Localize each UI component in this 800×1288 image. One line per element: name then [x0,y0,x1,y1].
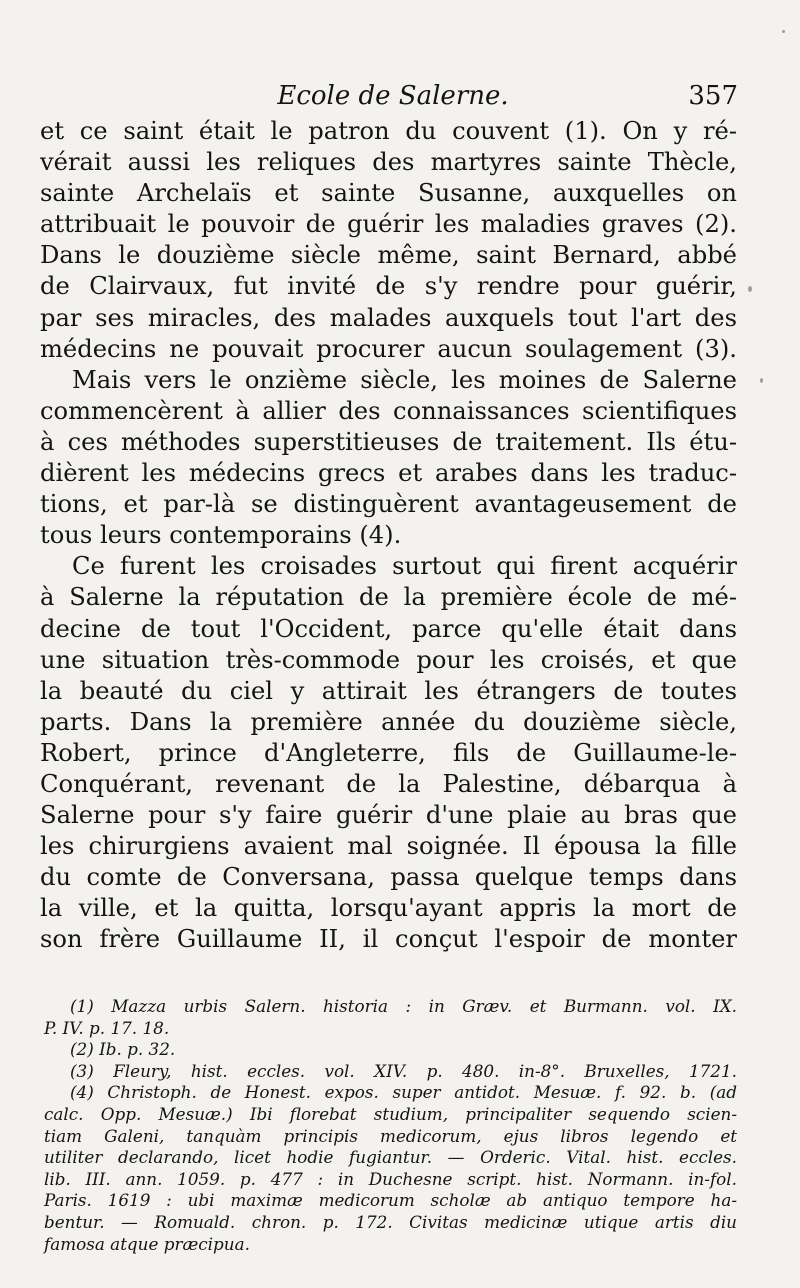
body-line: decine de tout l'Occident, parce qu'elle était dans [40,614,737,643]
body-line: Robert, prince d'Angleterre, fils de Guillaume-le- [40,738,737,767]
body-line: attribuait le pouvoir de guérir les maladies graves (2). [40,210,737,239]
body-line: Salerne pour s'y faire guérir d'une plaie au bras que [40,801,737,830]
body-line: tous leurs contemporains (4). [40,521,402,550]
footnotes [44,996,737,1255]
footnote-line: utiliter declarando, licet hodie fugiantur. — Orderic. Vital. hist. eccles. [44,1147,737,1168]
body-line: Conquérant, revenant de la Palestine, débarqua à [40,769,737,798]
footnote-line: P. IV. p. 17. 18. [44,1017,170,1038]
footnote-line: (1) Mazza urbis Salern. historia : in Græv. et Burmann. vol. IX. [70,996,737,1016]
body-line: sainte Archelaïs et sainte Susanne, auxquelles on [40,179,737,208]
body-line: Dans le douzième siècle même, saint Bernard, abbé [40,241,737,270]
body-line: Mais vers le onzième siècle, les moines de Salerne [72,365,737,394]
running-header [48,76,738,116]
body-line: dièrent les médecins grecs et arabes dans les traduc- [40,459,737,488]
footnote-line: famosa atque præcipua. [44,1233,250,1254]
footnote-line: Paris. 1619 : ubi maximæ medicorum scholæ ab antiquo tempore ha- [44,1190,737,1211]
body-line: son frère Guillaume II, il conçut l'espoir de monter [40,925,737,954]
footnote-line: (3) Fleury, hist. eccles. vol. XIV. p. 480. in-8°. Bruxelles, 1721. [70,1060,737,1081]
body-line: Ce furent les croisades surtout qui firent acquérir [72,552,737,581]
page-number: 357 [688,81,738,111]
body-line: et ce saint était le patron du couvent (1). On y ré- [40,117,737,145]
margin-speck [748,286,752,292]
body-line: par ses miracles, des malades auxquels tout l'art des [40,303,737,332]
footnote-line: lib. III. ann. 1059. p. 477 : in Duchesne script. hist. Normann. in-fol. [44,1168,737,1189]
body-line: commencèrent à allier des connaissances scientifiques [40,396,737,425]
body-text [40,116,737,956]
body-line: une situation très-commode pour les croisés, et que [40,645,737,674]
running-title: Ecole de Salerne. [277,81,509,111]
body-line: tions, et par-là se distinguèrent avantageusement de [40,490,737,519]
body-line: la ville, et la quitta, lorsqu'ayant appris la mort de [40,894,737,923]
body-line: la beauté du ciel y attirait les étrangers de toutes [40,676,737,705]
body-line: du comte de Conversana, passa quelque temps dans [40,863,737,892]
footnote-line: calc. Opp. Mesuæ.) Ibi florebat studium, principaliter sequendo scien- [44,1103,737,1124]
footnote-line: (4) Christoph. de Honest. expos. super antidot. Mesuæ. f. 92. b. (ad [70,1082,737,1103]
body-line: à ces méthodes superstitieuses de traitement. Ils étu- [40,427,737,456]
footnote-line: bentur. — Romuald. chron. p. 172. Civitas medicinæ utique artis diu [44,1211,737,1232]
margin-speck [760,378,763,383]
body-line: parts. Dans la première année du douzième siècle, [40,707,737,736]
body-line: à Salerne la réputation de la première école de mé- [40,583,737,612]
footnote-line: (2) Ib. p. 32. [70,1039,176,1060]
margin-speck [782,30,785,33]
footnote-line: tiam Galeni, tanquàm principis medicorum, ejus libros legendo et [44,1125,737,1146]
body-line: les chirurgiens avaient mal soignée. Il épousa la fille [40,832,737,861]
body-line: médecins ne pouvait procurer aucun soulagement (3). [40,334,737,363]
body-line: de Clairvaux, fut invité de s'y rendre pour guérir, [40,272,737,301]
body-line: vérait aussi les reliques des martyres sainte Thècle, [40,148,737,177]
